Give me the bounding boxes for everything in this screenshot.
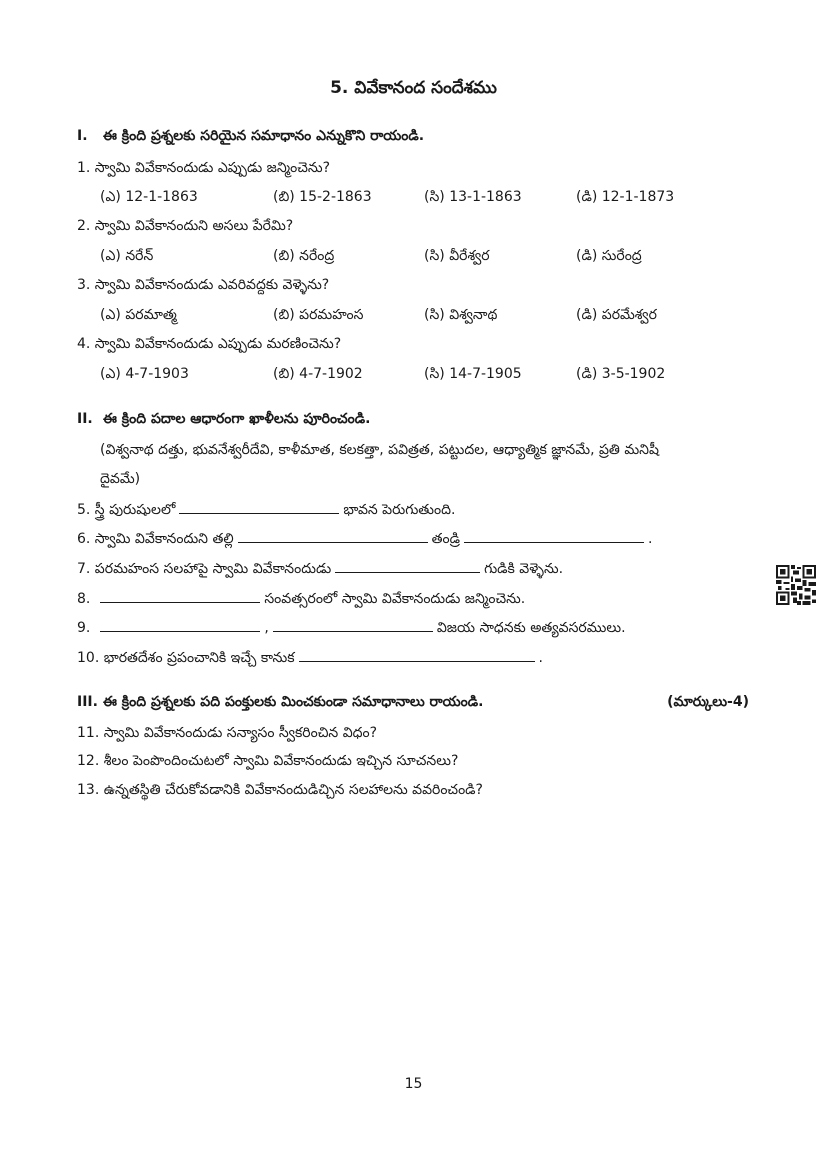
q6-mother-blank[interactable] <box>238 530 428 543</box>
q9-blank-1[interactable] <box>100 619 260 632</box>
q4-option-b: (బి) 4-7-1902 <box>273 366 363 382</box>
q5-text-end: భావన పెరుగుతుంది. <box>343 502 456 518</box>
q10-blank[interactable] <box>299 649 535 662</box>
marks-label: (మార్కులు-4) <box>667 694 749 710</box>
q2-option-c: (సి) వీరేశ్వర <box>424 248 490 264</box>
page-title: 5. వివేకానంద సందేశము <box>330 78 497 98</box>
q8-number: 8. <box>77 591 91 607</box>
question-2: 2. స్వామి వివేకానందుని అసలు పేరేమి? <box>77 218 294 234</box>
q6-father-blank[interactable] <box>464 530 644 543</box>
word-bank-line-1: (విశ్వనాథ దత్తు, భువనేశ్వరీదేవి, కాళీమాత, కలకత్తా, పవిత్రత, పట్టుదల, ఆధ్యాత్మిక జ్ఞానమే, ప్రతి మనిషీ <box>100 442 659 458</box>
page-number: 15 <box>404 1076 423 1092</box>
q3-option-d: (డి) పరమేశ్వర <box>576 307 657 323</box>
q4-option-c: (సి) 14-7-1905 <box>424 366 522 382</box>
section-2-heading <box>77 411 370 430</box>
q10-text-start: 10. భారతదేశం ప్రపంచానికి ఇచ్చే కానుక <box>77 650 295 666</box>
question-8 <box>77 590 525 610</box>
word-bank-line-2: దైవమే) <box>100 471 141 487</box>
q9-text-end: విజయ సాధనకు అత్యవసరములు. <box>436 620 626 636</box>
q7-text-start: 7. పరమహంస సలహాపై స్వామి వివేకానందుడు <box>77 561 332 577</box>
section-3-title: ఈ క్రింది ప్రశ్నలకు పది పంక్తులకు మించకుండా సమాధానాలు రాయండి. <box>103 694 484 710</box>
q3-option-a: (ఎ) పరమాత్మ <box>100 307 177 323</box>
question-9 <box>77 619 626 639</box>
question-1: 1. స్వామి వివేకానందుడు ఎప్పుడు జన్మించెను? <box>77 160 331 176</box>
section-3-heading <box>77 694 483 713</box>
q3-option-b: (బి) పరమహంస <box>273 307 364 323</box>
q1-option-c: (సి) 13-1-1863 <box>424 189 522 205</box>
q1-option-b: (బి) 15-2-1863 <box>273 189 372 205</box>
qr-code-icon <box>776 565 816 605</box>
question-4: 4. స్వామి వివేకానందుడు ఎప్పుడు మరణించెను? <box>77 336 342 352</box>
q8-text-end: సంవత్సరంలో స్వామి వివేకానందుడు జన్మించెను. <box>264 591 526 607</box>
q5-text-start: 5. స్త్రీ పురుషులలో <box>77 502 176 518</box>
section-2-number: II. <box>77 411 93 427</box>
q9-number: 9. <box>77 620 91 636</box>
q9-blank-2[interactable] <box>273 619 433 632</box>
section-1-number: I. <box>77 128 88 144</box>
q1-option-a: (ఎ) 12-1-1863 <box>100 189 198 205</box>
question-6 <box>77 530 652 550</box>
section-1-heading <box>77 128 424 147</box>
question-3: 3. స్వామి వివేకానందుడు ఎవరివద్దకు వెళ్ళెను? <box>77 277 330 293</box>
question-7 <box>77 560 563 580</box>
section-2-title: ఈ క్రింది పదాల ఆధారంగా ఖాళీలను పూరించండి. <box>103 411 371 427</box>
question-12: 12. శీలం పెంపొందించుటలో స్వామి వివేకానందుడు ఇచ్చిన సూచనలు? <box>77 753 459 769</box>
q4-option-a: (ఎ) 4-7-1903 <box>100 366 189 382</box>
question-5 <box>77 501 455 521</box>
question-10 <box>77 649 543 669</box>
question-11: 11. స్వామి వివేకానందుడు సన్యాసం స్వీకరించిన విధం? <box>77 725 378 741</box>
q5-blank[interactable] <box>179 501 339 514</box>
section-1-title: ఈ క్రింది ప్రశ్నలకు సరియైన సమాధానం ఎన్నుకొని రాయండి. <box>103 128 425 144</box>
q7-blank[interactable] <box>335 560 480 573</box>
q3-option-c: (సి) విశ్వనాథ <box>424 307 498 323</box>
q7-text-end: గుడికి వెళ్ళెను. <box>484 561 564 577</box>
q9-comma: , <box>264 620 269 636</box>
q2-option-a: (ఎ) నరేన్ <box>100 248 154 264</box>
q2-option-b: (బి) నరేంద్ర <box>273 248 335 264</box>
q2-option-d: (డి) సురేంద్ర <box>576 248 642 264</box>
q6-text-start: 6. స్వామి వివేకానందుని తల్లి <box>77 531 234 547</box>
q6-text-end: . <box>647 531 653 547</box>
q10-text-end: . <box>538 650 543 666</box>
q1-option-d: (డి) 12-1-1873 <box>576 189 675 205</box>
q6-father-label: తండ్రి <box>431 531 460 547</box>
section-3-number: III. <box>77 694 98 710</box>
q4-option-d: (డి) 3-5-1902 <box>576 366 666 382</box>
question-13: 13. ఉన్నతస్థితి చేరుకోవడానికి వివేకానందుడిచ్చిన సలహాలను వవరించండి? <box>77 782 483 798</box>
q8-blank[interactable] <box>100 590 260 603</box>
